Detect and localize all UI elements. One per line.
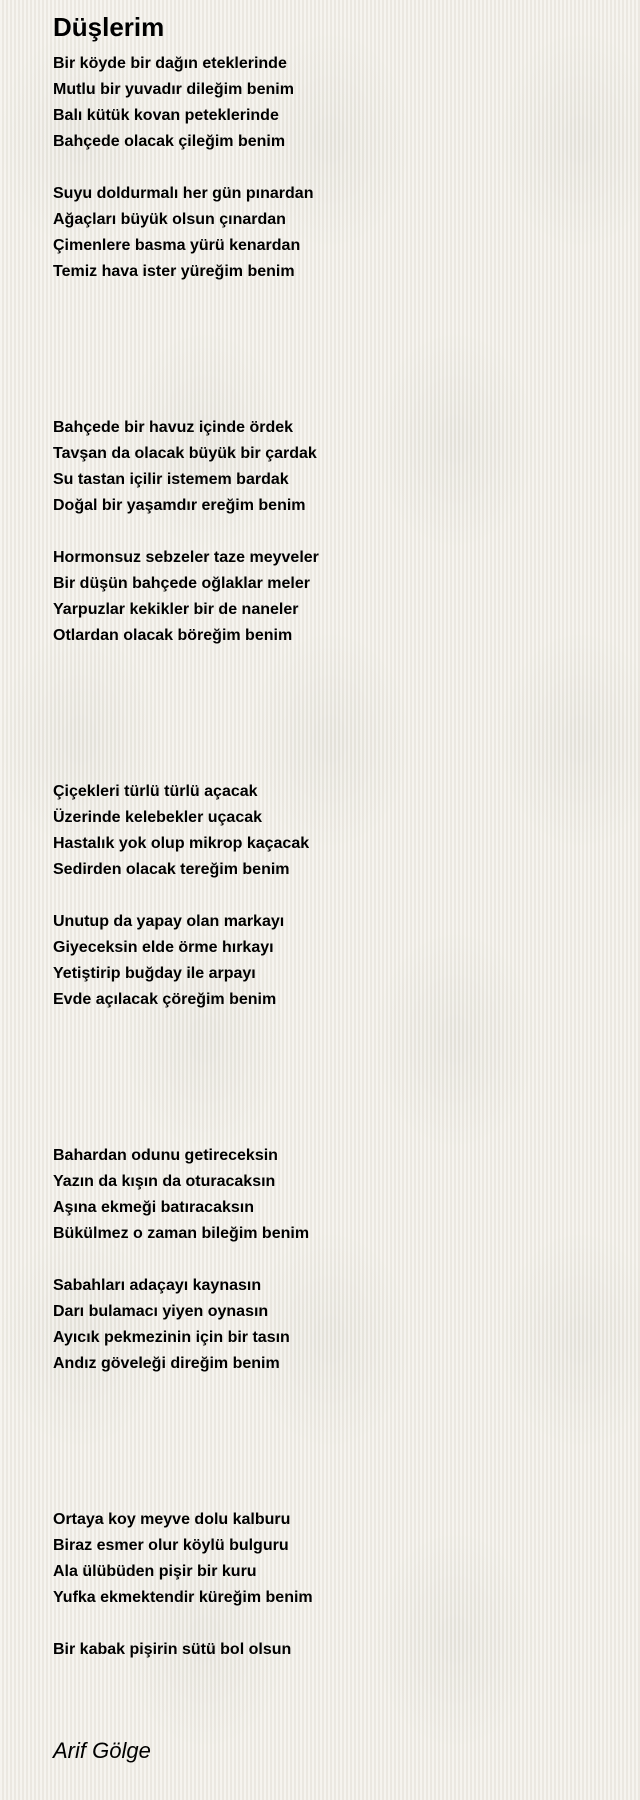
poem-line: Otlardan olacak böreğim benim (53, 627, 293, 644)
stanza-1 (53, 51, 613, 155)
poem-line: Bir kabak pişirin sütü bol olsun (53, 1641, 292, 1658)
stanza-2 (53, 181, 613, 285)
poem-line: Bir düşün bahçede oğlaklar meler (53, 575, 310, 592)
poem-body (53, 51, 613, 1663)
poem-line: Ortaya koy meyve dolu kalburu (53, 1511, 291, 1528)
poem-line: Yazın da kışın da oturacaksın (53, 1173, 276, 1190)
poem-author: Arif Gölge (53, 1738, 151, 1763)
poem-line: Giyeceksin elde örme hırkayı (53, 939, 274, 956)
section-spacer (53, 1377, 613, 1507)
stanza-8 (53, 1273, 613, 1377)
poem-line: Hastalık yok olup mikrop kaçacak (53, 835, 310, 852)
poem-line: Ala ülübüden pişir bir kuru (53, 1563, 257, 1580)
poem-line: Yufka ekmektendir küreğim benim (53, 1589, 313, 1606)
poem-line: Evde açılacak çöreğim benim (53, 991, 277, 1008)
stanza-spacer (53, 155, 613, 181)
section-spacer (53, 285, 613, 415)
poem-line: Biraz esmer olur köylü bulguru (53, 1537, 289, 1554)
stanza-7 (53, 1143, 613, 1247)
poem-line: Üzerinde kelebekler uçacak (53, 809, 263, 826)
stanza-spacer (53, 519, 613, 545)
section-spacer (53, 1013, 613, 1143)
poem-line: Doğal bir yaşamdır ereğim benim (53, 497, 306, 514)
poem-line: Ağaçları büyük olsun çınardan (53, 211, 286, 228)
poem-line: Temiz hava ister yüreğim benim (53, 263, 295, 280)
poem-line: Tavşan da olacak büyük bir çardak (53, 445, 317, 462)
stanza-4 (53, 545, 613, 649)
stanza-5 (53, 779, 613, 883)
poem-line: Darı bulamacı yiyen oynasın (53, 1303, 269, 1320)
poem-line: Unutup da yapay olan markayı (53, 913, 285, 930)
stanza-spacer (53, 883, 613, 909)
poem-line: Yetiştirip buğday ile arpayı (53, 965, 256, 982)
stanza-spacer (53, 1247, 613, 1273)
poem-line: Bükülmez o zaman bileğim benim (53, 1225, 310, 1242)
poem-line: Sedirden olacak tereğim benim (53, 861, 290, 878)
stanza-6 (53, 909, 613, 1013)
poem-line: Balı kütük kovan peteklerinde (53, 107, 279, 124)
poem-line: Andız göveleği direğim benim (53, 1355, 280, 1372)
stanza-3 (53, 415, 613, 519)
poem-line: Yarpuzlar kekikler bir de naneler (53, 601, 299, 618)
stanza-spacer (53, 1611, 613, 1637)
stanza-9 (53, 1507, 613, 1611)
poem-line: Çiçekleri türlü türlü açacak (53, 783, 258, 800)
section-spacer (53, 649, 613, 779)
poem-line: Sabahları adaçayı kaynasın (53, 1277, 262, 1294)
poem-line: Bahçede bir havuz içinde ördek (53, 419, 294, 436)
poem-line: Bahçede olacak çileğim benim (53, 133, 286, 150)
poem-line: Su tastan içilir istemem bardak (53, 471, 289, 488)
poem-line: Suyu doldurmalı her gün pınardan (53, 185, 314, 202)
poem-line: Ayıcık pekmezinin için bir tasın (53, 1329, 290, 1346)
poem-line: Mutlu bir yuvadır dileğim benim (53, 81, 294, 98)
poem-title: Düşlerim (53, 12, 165, 42)
poem-line: Hormonsuz sebzeler taze meyveler (53, 549, 319, 566)
poem-line: Bahardan odunu getireceksin (53, 1147, 278, 1164)
poem-line: Aşına ekmeği batıracaksın (53, 1199, 254, 1216)
stanza-10 (53, 1637, 613, 1663)
poem-line: Çimenlere basma yürü kenardan (53, 237, 301, 254)
poem-line: Bir köyde bir dağın eteklerinde (53, 55, 287, 72)
